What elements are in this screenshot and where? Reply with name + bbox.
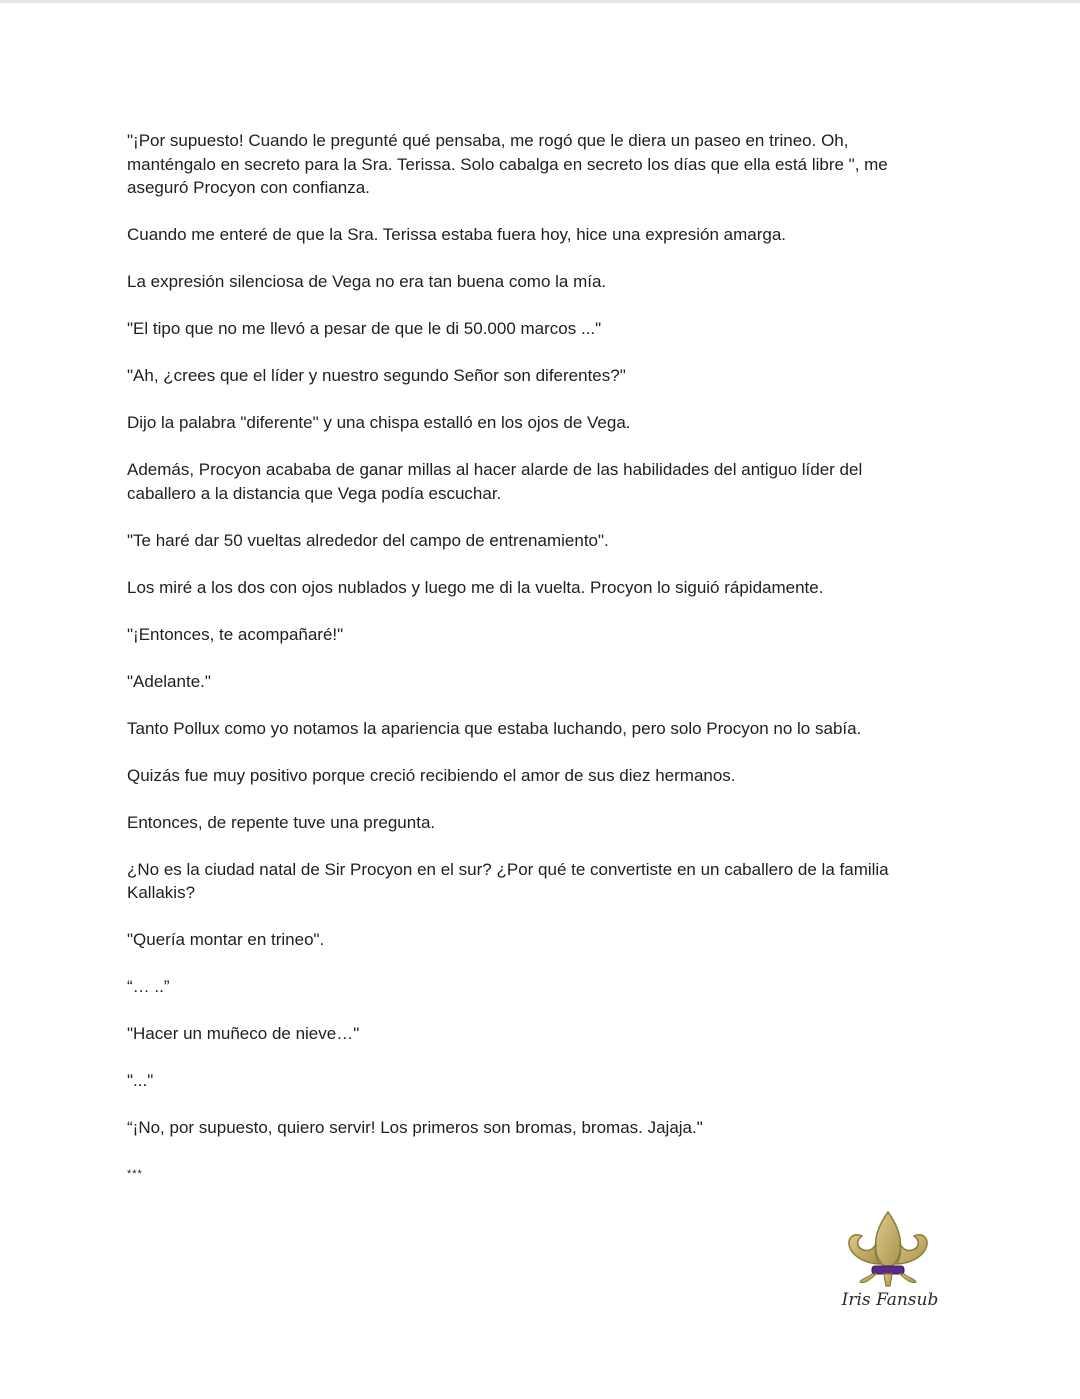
paragraph: "Hacer un muñeco de nieve…" <box>127 1024 360 1043</box>
document-body <box>127 129 927 1210</box>
paragraph: Los miré a los dos con ojos nublados y luego me di la vuelta. Procyon lo siguió rápidamente. <box>127 577 824 597</box>
paragraph: "¡Entonces, te acompañaré!" <box>127 624 344 644</box>
paragraph: "Te haré dar 50 vueltas alrededor del campo de entrenamiento". <box>127 530 609 550</box>
paragraph: Tanto Pollux como yo notamos la apariencia que estaba luchando, pero solo Procyon no lo sabía. <box>127 718 862 738</box>
paragraph: “¡No, por supuesto, quiero servir! Los primeros son bromas, bromas. Jajaja." <box>127 1118 703 1137</box>
paragraph: ¿No es la ciudad natal de Sir Procyon en el sur? ¿Por qué te convertiste en un caballero de la familia Kallakis? <box>127 859 894 902</box>
paragraph: "..." <box>127 1071 154 1090</box>
logo-text: Iris Fansub <box>841 1290 939 1310</box>
paragraph: "Ah, ¿crees que el líder y nuestro segundo Señor son diferentes?" <box>127 366 626 385</box>
section-separator: *** <box>127 1168 143 1180</box>
fleur-de-lis-icon <box>840 1208 936 1294</box>
paragraph: "Quería montar en trineo". <box>127 930 325 949</box>
paragraph: Entonces, de repente tuve una pregunta. <box>127 812 436 832</box>
paragraph: "El tipo que no me llevó a pesar de que le di 50.000 marcos ..." <box>127 319 602 338</box>
paragraph: La expresión silenciosa de Vega no era tan buena como la mía. <box>127 272 607 291</box>
paragraph: "Adelante." <box>127 671 211 691</box>
page-top-border <box>0 0 1080 3</box>
paragraph: “… ..” <box>127 977 170 996</box>
iris-fansub-logo <box>838 1208 938 1318</box>
paragraph: "¡Por supuesto! Cuando le pregunté qué pensaba, me rogó que le diera un paseo en trineo. Oh, manténgalo en secreto para la Sra. Terissa. Solo cabalga en secreto los días que ella está libre ", me aseguró Procyon con confianza. <box>127 131 893 197</box>
paragraph: Además, Procyon acababa de ganar millas al hacer alarde de las habilidades del antiguo líder del caballero a la distancia que Vega podía escuchar. <box>127 460 867 503</box>
paragraph: Dijo la palabra "diferente" y una chispa estalló en los ojos de Vega. <box>127 413 631 432</box>
paragraph: Quizás fue muy positivo porque creció recibiendo el amor de sus diez hermanos. <box>127 765 736 785</box>
paragraph: Cuando me enteré de que la Sra. Terissa estaba fuera hoy, hice una expresión amarga. <box>127 225 786 244</box>
